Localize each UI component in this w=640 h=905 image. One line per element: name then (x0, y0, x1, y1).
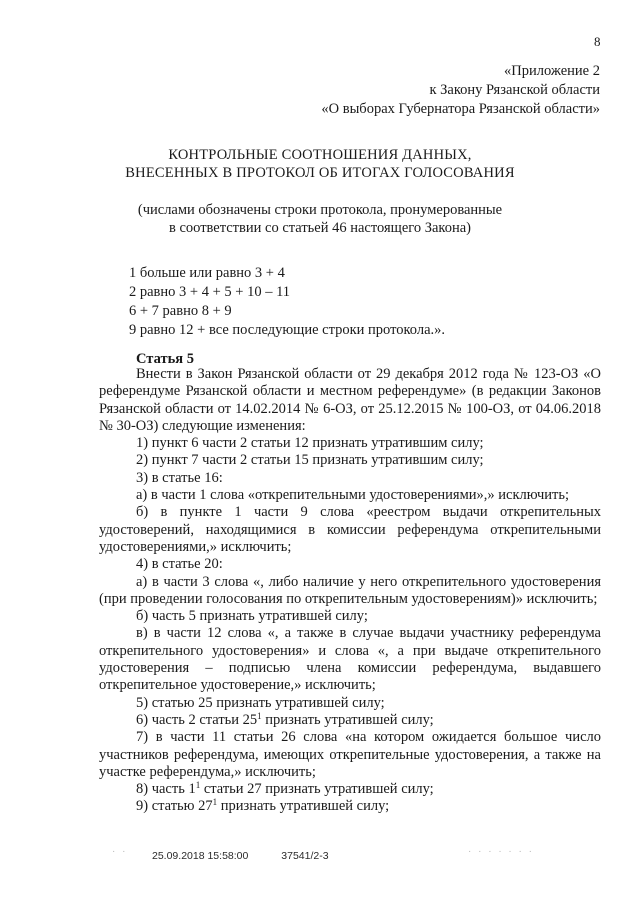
amendment-subitem: а) в части 1 слова «открепительными удостоверениями»,» исключить; (136, 487, 570, 504)
amendment-subitem: а) в части 3 слова «, либо наличие у него открепительного удостоверения (при проведении голосования по открепительным удостоверениям)» исключить; (99, 573, 601, 607)
scan-artifact-mark: · · · · · · · (468, 846, 534, 857)
superscript: 1 (212, 797, 218, 808)
title-line: ВНЕСЕННЫХ В ПРОТОКОЛ ОБ ИТОГАХ ГОЛОСОВАНИЯ (125, 165, 515, 181)
item-text: признать утратившей силу; (261, 711, 434, 728)
ratio-item: 6 + 7 равно 8 + 9 (129, 303, 232, 319)
item-text: признать утратившей силу; (217, 798, 390, 815)
appendix-line: «Приложение 2 (504, 63, 600, 79)
amendment-item: 2) пункт 7 части 2 статьи 15 признать утратившим силу; (136, 452, 484, 469)
article-heading: Статья 5 (136, 351, 194, 367)
amendment-item (99, 798, 601, 815)
amendment-subitem: б) в пункте 1 части 9 слова «реестром выдачи открепительных удостоверений, находящимися в комиссии референдума открепительными удостоверениями,» исключить; (99, 504, 601, 555)
appendix-line: к Закону Рязанской области (429, 82, 600, 98)
ratio-item: 9 равно 12 + все последующие строки протокола.». (129, 322, 446, 338)
superscript: 1 (257, 710, 262, 721)
item-text: 8) часть 1 (136, 781, 196, 798)
appendix-line: «О выборах Губернатора Рязанской области» (321, 101, 600, 117)
amendment-item: 5) статью 25 признать утратившей силу; (136, 694, 385, 711)
footer-timestamp: 25.09.2018 15:58:00 (152, 850, 249, 862)
amendment-subitem: б) часть 5 признать утратившей силу; (136, 608, 368, 625)
amendment-item: 1) пункт 6 части 2 статьи 12 признать утратившим силу; (136, 435, 484, 452)
title-note (0, 201, 640, 237)
article-body (99, 366, 601, 816)
amendment-item: 3) в статье 16: (136, 469, 223, 486)
article-intro: Внести в Закон Рязанской области от 29 декабря 2012 года № 123-ОЗ «О референдуме Рязанской области и местном референдуме» (в редакции Законов Рязанской области от 14.02.2014 № 6-ОЗ, от 25.12.2015 № 100-ОЗ, от 04.06.2018 № 30-ОЗ) следующие изменения: (99, 366, 601, 434)
note-line: (числами обозначены строки протокола, пронумерованные (137, 202, 503, 218)
amendment-item: 4) в статье 20: (136, 556, 223, 573)
superscript: 1 (195, 780, 201, 791)
amendment-subitem: в) в части 12 слова «, а также в случае выдачи участнику референдума открепительного удостоверения» и слова «, а при выдаче открепительного удостоверения – подписью члена комиссии референдума, выдавшего открепительное удостоверение,» исключить; (99, 625, 601, 694)
item-text: статьи 27 признать утратившей силу; (200, 781, 434, 798)
control-ratios-list (129, 264, 445, 340)
item-text: 9) статью 27 (136, 798, 213, 815)
note-line: в соответствии со статьей 46 настоящего Закона) (168, 220, 471, 236)
footer-doc-id: 37541/2-3 (281, 850, 329, 862)
item-text: 6) часть 2 статьи 25 (136, 711, 258, 728)
document-footer (152, 850, 359, 862)
amendment-item (99, 712, 601, 729)
scan-artifact-mark: · · (112, 846, 128, 857)
document-title (0, 146, 640, 182)
amendment-item (99, 781, 601, 798)
page-number: 8 (594, 34, 601, 49)
appendix-header (321, 62, 600, 119)
ratio-item: 1 больше или равно 3 + 4 (129, 265, 285, 281)
title-line: КОНТРОЛЬНЫЕ СООТНОШЕНИЯ ДАННЫХ, (168, 147, 472, 163)
ratio-item: 2 равно 3 + 4 + 5 + 10 – 11 (129, 284, 291, 300)
amendment-item: 7) в части 11 статьи 26 слова «на котором ожидается большое число участников референдума, имеющих открепительные удостоверения, а также на участке референдума,» исключить; (99, 729, 601, 780)
